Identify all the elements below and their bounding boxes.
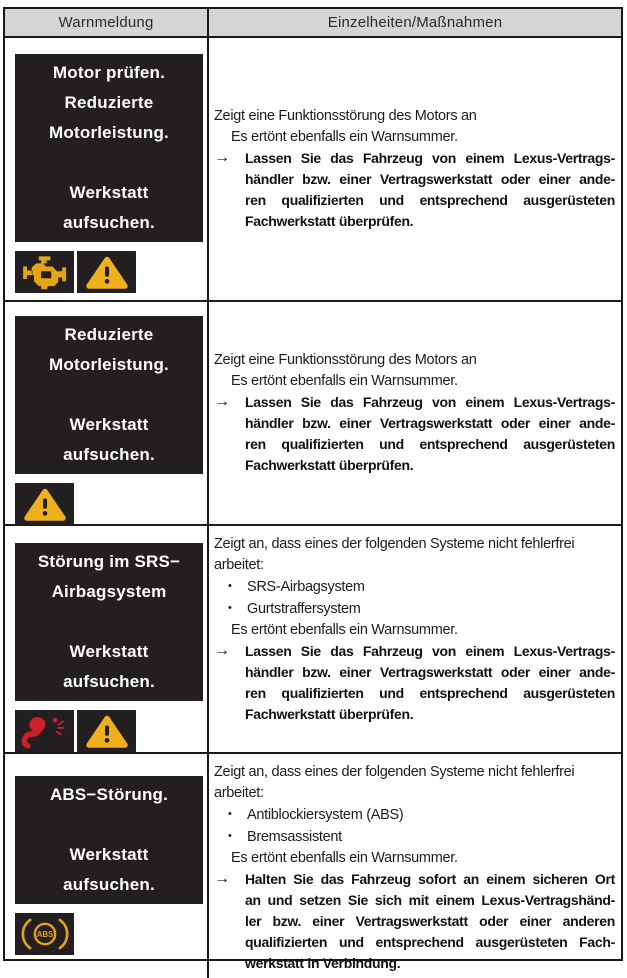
display-line: [17, 810, 201, 840]
display-line: Motorleistung.: [49, 355, 169, 374]
row-3-indicator-icons: [15, 710, 207, 752]
arrow-icon: →: [214, 870, 230, 887]
display-line: Airbagsystem: [51, 582, 167, 601]
display-line: aufsuchen.: [63, 213, 155, 232]
row-1-details-cell: [209, 38, 621, 302]
header-warnmeldung-label: Warnmeldung: [58, 14, 154, 31]
arrow-icon: →: [214, 642, 230, 659]
details-buzzer-note: Es ertönt ebenfalls ein Warnsummer.: [231, 622, 458, 638]
details-action: [214, 641, 615, 725]
bullet-icon: •: [228, 830, 232, 842]
action-line: Lassen Sie das Fahrzeug von einem Lexus-Vertrags-: [245, 643, 615, 659]
row-4-details-cell: [209, 754, 621, 978]
details-action: [214, 869, 615, 974]
bullet-icon: •: [228, 580, 232, 592]
bullet-icon: •: [228, 602, 232, 614]
warning-triangle-icon-tile: [15, 483, 74, 525]
action-line: Fachwerkstatt überprüfen.: [245, 213, 414, 229]
header-cell-warnmeldung: [5, 9, 209, 38]
row-2-details-cell: [209, 302, 621, 526]
bullet-label: Antiblockiersystem (ABS): [247, 807, 404, 823]
details-intro: Zeigt eine Funktionsstörung des Motors an: [214, 108, 477, 124]
details-intro: Zeigt eine Funktionsstörung des Motors an: [214, 352, 477, 368]
display-line: Werkstatt: [69, 415, 149, 434]
details-intro: Zeigt an, dass eines der folgenden Systeme nicht fehlerfrei: [214, 536, 575, 552]
warning-message-table: [3, 7, 623, 971]
action-line: Lassen Sie das Fahrzeug von einem Lexus-Vertrags-: [245, 150, 615, 166]
bullet-item: [214, 804, 615, 826]
display-line: Reduzierte: [64, 93, 154, 112]
bullet-item: [214, 576, 615, 598]
action-line: ren qualifizierten und entsprechend ausgerüsteten: [245, 192, 615, 208]
row-1-warning-cell: [5, 38, 209, 302]
action-line: ren qualifizierten und entsprechend ausgerüsteten: [245, 436, 615, 452]
row-2-display-message: [15, 316, 203, 474]
header-cell-einzelheiten: [209, 9, 621, 38]
srs-airbag-icon-tile: [15, 710, 74, 752]
display-line: [17, 607, 201, 637]
arrow-icon: →: [214, 149, 230, 166]
warning-triangle-icon: [20, 485, 70, 523]
action-line: Fachwerkstatt überprüfen.: [245, 706, 414, 722]
action-line: werkstatt in Verbindung.: [245, 955, 401, 971]
row-3-warning-cell: [5, 526, 209, 754]
warning-triangle-icon: [82, 712, 132, 750]
row-4-indicator-icons: [15, 913, 207, 955]
display-line: [17, 380, 201, 410]
row-4-warning-cell: [5, 754, 209, 978]
row-3-details-cell: [209, 526, 621, 754]
action-line: händler bzw. einer Vertragswerkstatt oder einer ande-: [245, 415, 615, 431]
warning-triangle-icon-tile: [77, 710, 136, 752]
abs-icon: [20, 915, 70, 953]
bullet-icon: •: [228, 808, 232, 820]
display-line: [17, 148, 201, 178]
srs-airbag-icon: [20, 712, 70, 750]
action-line: Lassen Sie das Fahrzeug von einem Lexus-Vertrags-: [245, 394, 615, 410]
warning-triangle-icon: [82, 253, 132, 291]
action-line: qualifizierten und entsprechend ausgerüsteten Fach-: [245, 934, 615, 950]
details-action: [214, 148, 615, 232]
bullet-label: Gurtstraffersystem: [247, 601, 361, 617]
details-buzzer-note: Es ertönt ebenfalls ein Warnsummer.: [231, 129, 458, 145]
display-line: ABS−Störung.: [49, 785, 169, 804]
row-3-display-message: [15, 543, 203, 701]
bullet-label: SRS-Airbagsystem: [247, 579, 365, 595]
display-line: Störung im SRS−: [37, 552, 181, 571]
display-line: aufsuchen.: [63, 672, 155, 691]
bullet-item: [214, 598, 615, 620]
details-intro: Zeigt an, dass eines der folgenden Systeme nicht fehlerfrei: [214, 764, 575, 780]
warning-triangle-icon-tile: [77, 251, 136, 293]
display-line: Reduzierte: [64, 325, 154, 344]
display-line: Motorleistung.: [49, 123, 169, 142]
bullet-item: [214, 826, 615, 848]
details-action: [214, 392, 615, 476]
svg-text:ABS: ABS: [36, 930, 53, 940]
details-buzzer-note: Es ertönt ebenfalls ein Warnsummer.: [231, 373, 458, 389]
action-line: ren qualifizierten und entsprechend ausgerüsteten: [245, 685, 615, 701]
details-buzzer-note: Es ertönt ebenfalls ein Warnsummer.: [231, 850, 458, 866]
display-line: aufsuchen.: [63, 445, 155, 464]
header-einzelheiten-label: Einzelheiten/Maßnahmen: [327, 14, 503, 31]
row-4-display-message: [15, 776, 203, 904]
bullet-label: Bremsassistent: [247, 829, 342, 845]
abs-icon-tile: [15, 913, 74, 955]
row-1-display-message: [15, 54, 203, 242]
display-line: Werkstatt: [69, 642, 149, 661]
details-intro-cont: arbeitet:: [214, 557, 264, 573]
action-line: ler bzw. einer Vertragswerkstatt oder einer anderen: [245, 913, 615, 929]
check-engine-icon: [20, 253, 70, 291]
arrow-icon: →: [214, 393, 230, 410]
display-line: aufsuchen.: [63, 875, 155, 894]
action-line: händler bzw. einer Vertragswerkstatt oder einer ande-: [245, 171, 615, 187]
action-line: Halten Sie das Fahrzeug sofort an einem sicheren Ort: [245, 871, 615, 887]
display-line: Motor prüfen.: [52, 63, 166, 82]
row-2-indicator-icons: [15, 483, 207, 525]
action-line: händler bzw. einer Vertragswerkstatt oder einer ande-: [245, 664, 615, 680]
action-line: an und setzen Sie sich mit einem Lexus-Vertragshänd-: [245, 892, 615, 908]
details-intro-cont: arbeitet:: [214, 785, 264, 801]
display-line: Werkstatt: [69, 845, 149, 864]
display-line: Werkstatt: [69, 183, 149, 202]
action-line: Fachwerkstatt überprüfen.: [245, 457, 414, 473]
check-engine-icon-tile: [15, 251, 74, 293]
row-1-indicator-icons: [15, 251, 207, 293]
row-2-warning-cell: [5, 302, 209, 526]
